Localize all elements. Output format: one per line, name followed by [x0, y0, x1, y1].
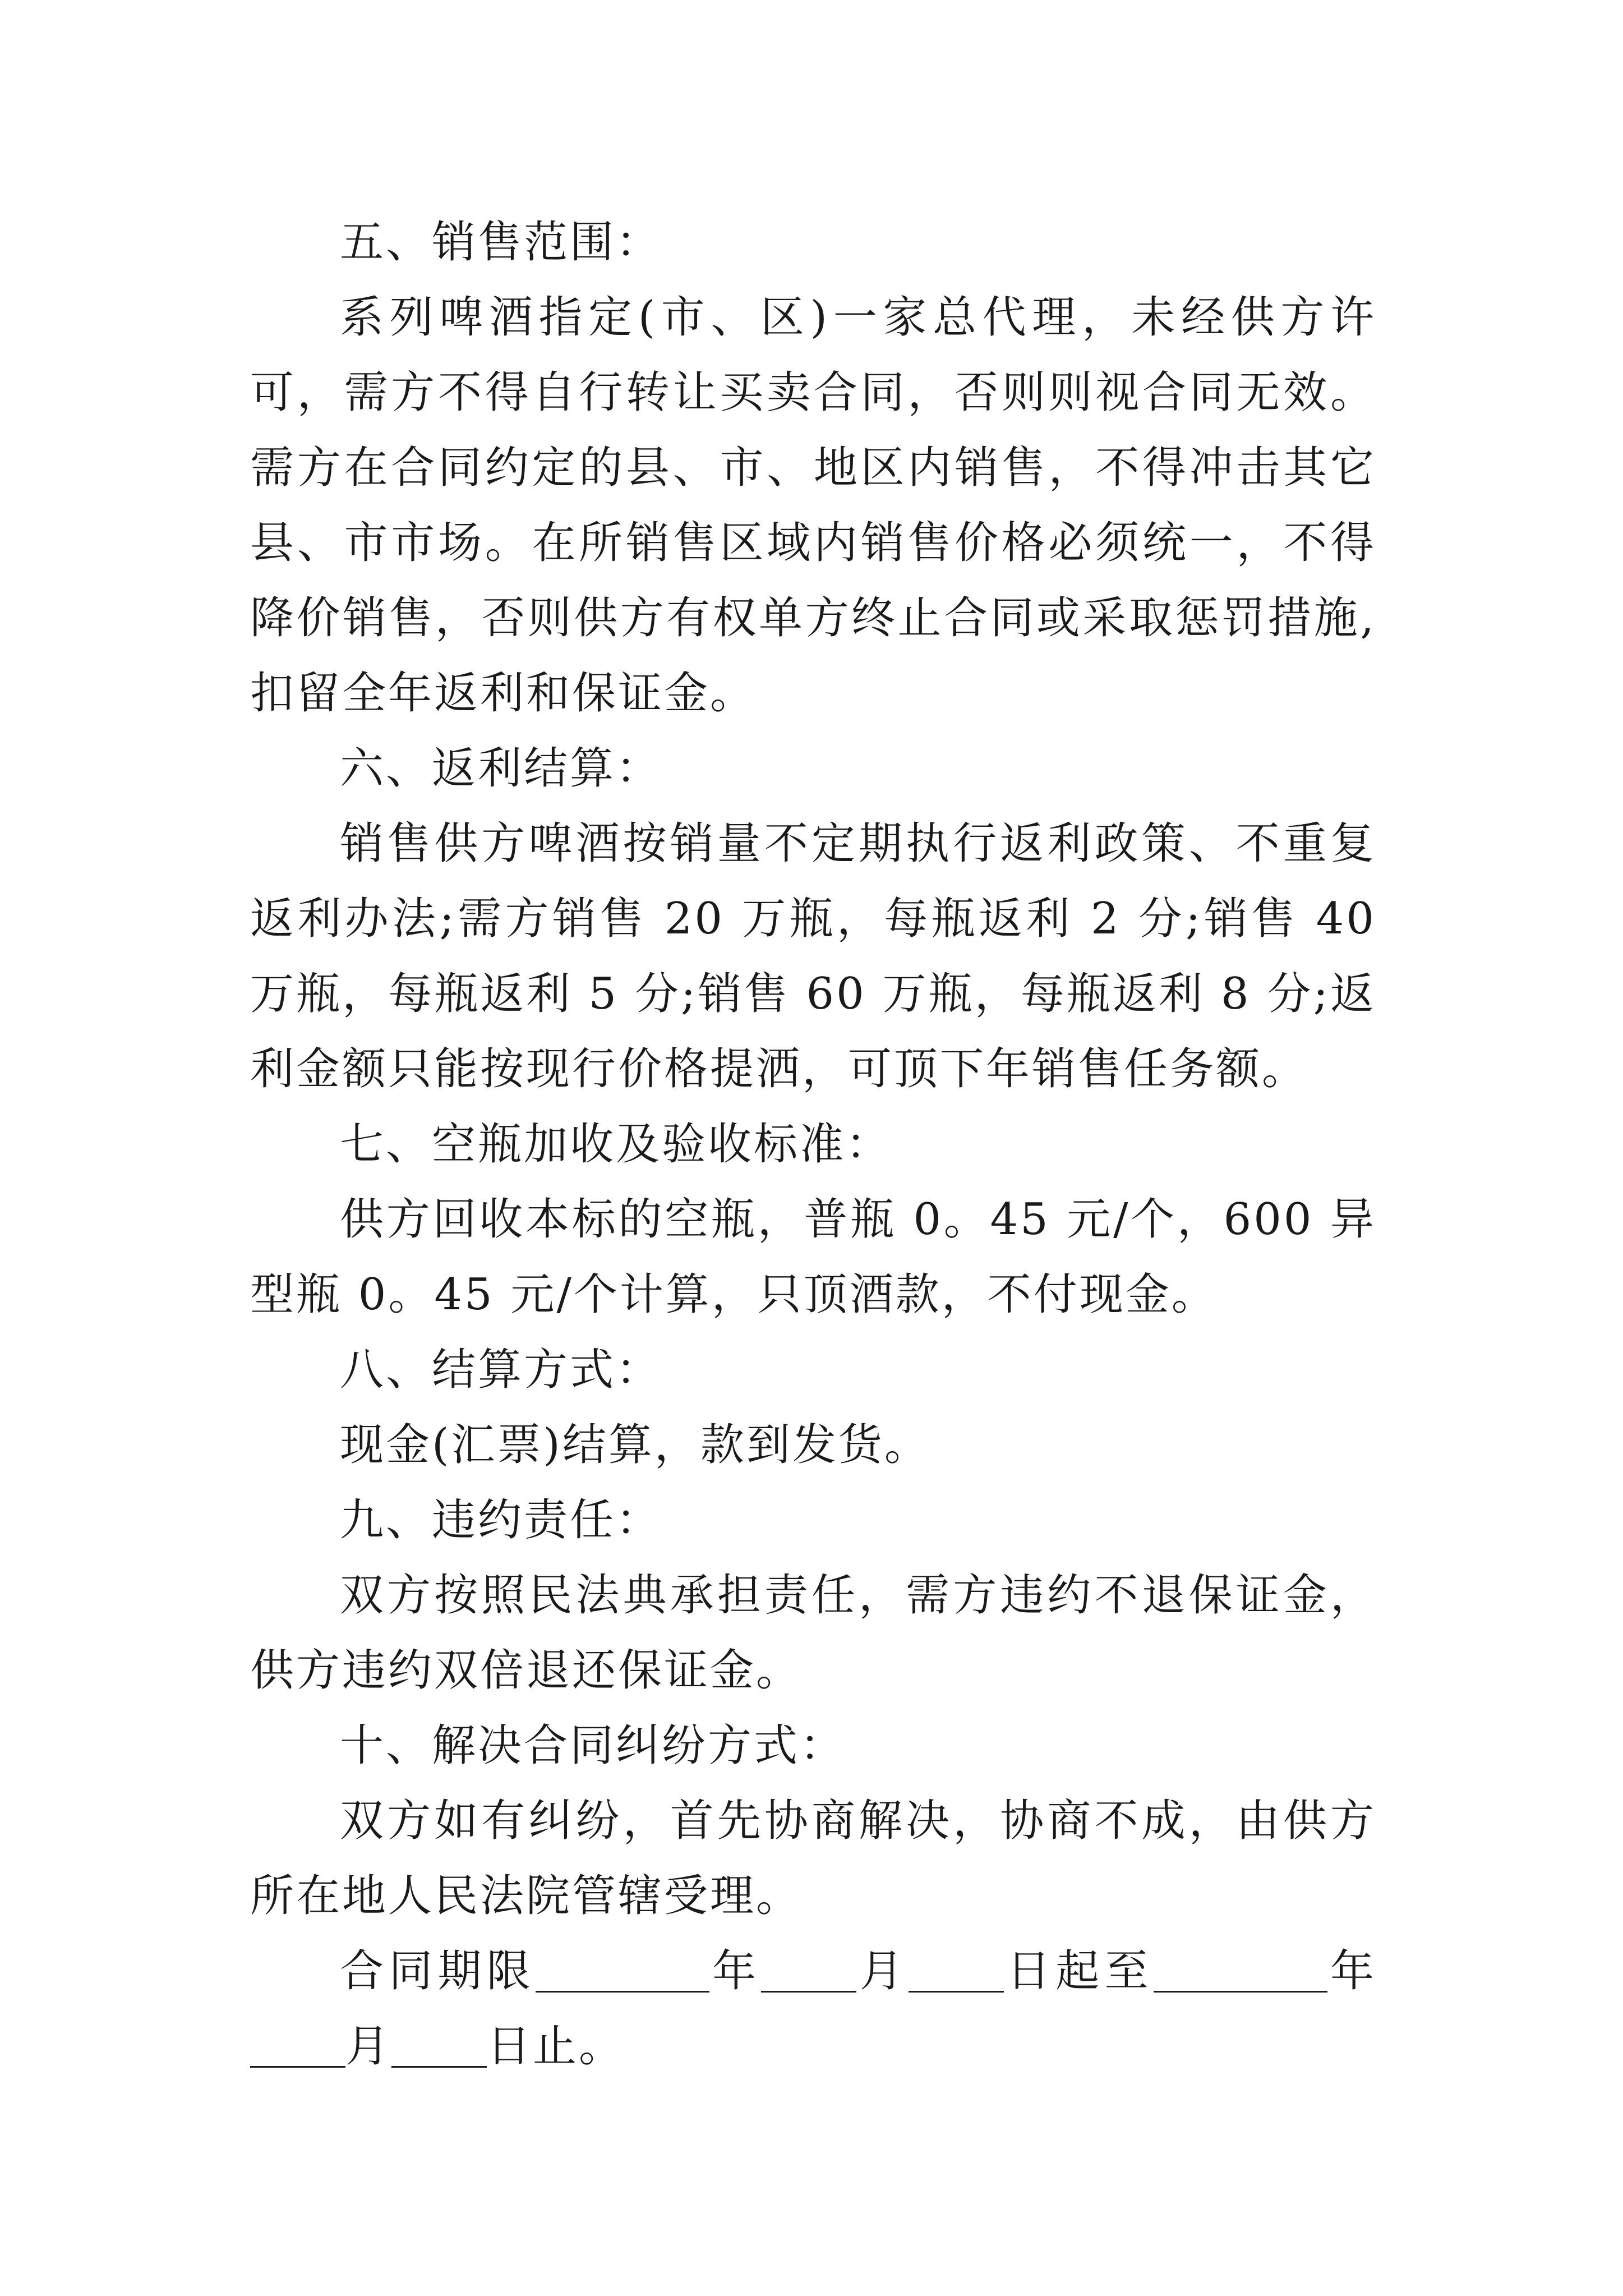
contract-text	[250, 205, 1376, 2084]
section-7-heading: 七、空瓶加收及验收标准：	[340, 1119, 892, 1170]
section-10-heading: 十、解决合同纠纷方式：	[340, 1720, 846, 1771]
section-9-body: 双方按照民法典承担责任，需方违约不退保证金，供方违约双倍退还保证金。	[250, 1570, 1376, 1696]
end-day-blank[interactable]	[391, 2021, 487, 2068]
section-7-body: 供方回收本标的空瓶，普瓶 0。45 元/个，600 异型瓶 0。45 元/个计算，只顶酒款，不付现金。	[250, 1194, 1376, 1320]
term-from-label: 日起至	[1003, 1946, 1154, 1996]
end-year-blank[interactable]	[1154, 1946, 1327, 1993]
contract-term-line	[250, 1934, 1376, 2084]
start-day-blank[interactable]	[909, 1946, 1004, 1993]
term-year-label: 年	[709, 1946, 762, 1996]
section-6-heading: 六、返利结算：	[340, 743, 662, 794]
section-9-heading: 九、违约责任：	[340, 1495, 662, 1545]
section-10-body: 双方如有纠纷，首先协商解决，协商不成，由供方所在地人民法院管辖受理。	[250, 1796, 1376, 1921]
term-prefix: 合同期限	[340, 1946, 536, 1996]
start-year-blank[interactable]	[536, 1946, 709, 1993]
term-end-day-label: 日止。	[487, 2021, 625, 2072]
section-5-heading: 五、销售范围：	[340, 217, 662, 268]
section-8-heading: 八、结算方式：	[340, 1345, 662, 1395]
end-month-blank[interactable]	[250, 2021, 345, 2068]
section-5-body: 系列啤酒指定(市、区)一家总代理，未经供方许可，需方不得自行转让买卖合同，否则则视合同无效。需方在合同约定的县、市、地区内销售，不得冲击其它县、市市场。在所销售区域内销售价格必须统一，不得降价销售，否则供方有权单方终止合同或采取惩罚措施,扣留全年返利和保证金。	[250, 292, 1376, 719]
term-end-month-label: 月	[345, 2021, 392, 2072]
term-end-year-label: 年	[1327, 1946, 1376, 1996]
term-month-label: 月	[856, 1946, 909, 1996]
section-6-body: 销售供方啤酒按销量不定期执行返利政策、不重复返利办法;需方销售 20 万瓶，每瓶返利 2 分;销售 40 万瓶，每瓶返利 5 分;销售 60 万瓶，每瓶返利 8 分;返利金额只能按现行价格提洒，可顶下年销售任务额。	[250, 818, 1376, 1094]
section-8-body: 现金(汇票)结算，款到发货。	[340, 1420, 930, 1470]
start-month-blank[interactable]	[761, 1946, 856, 1993]
